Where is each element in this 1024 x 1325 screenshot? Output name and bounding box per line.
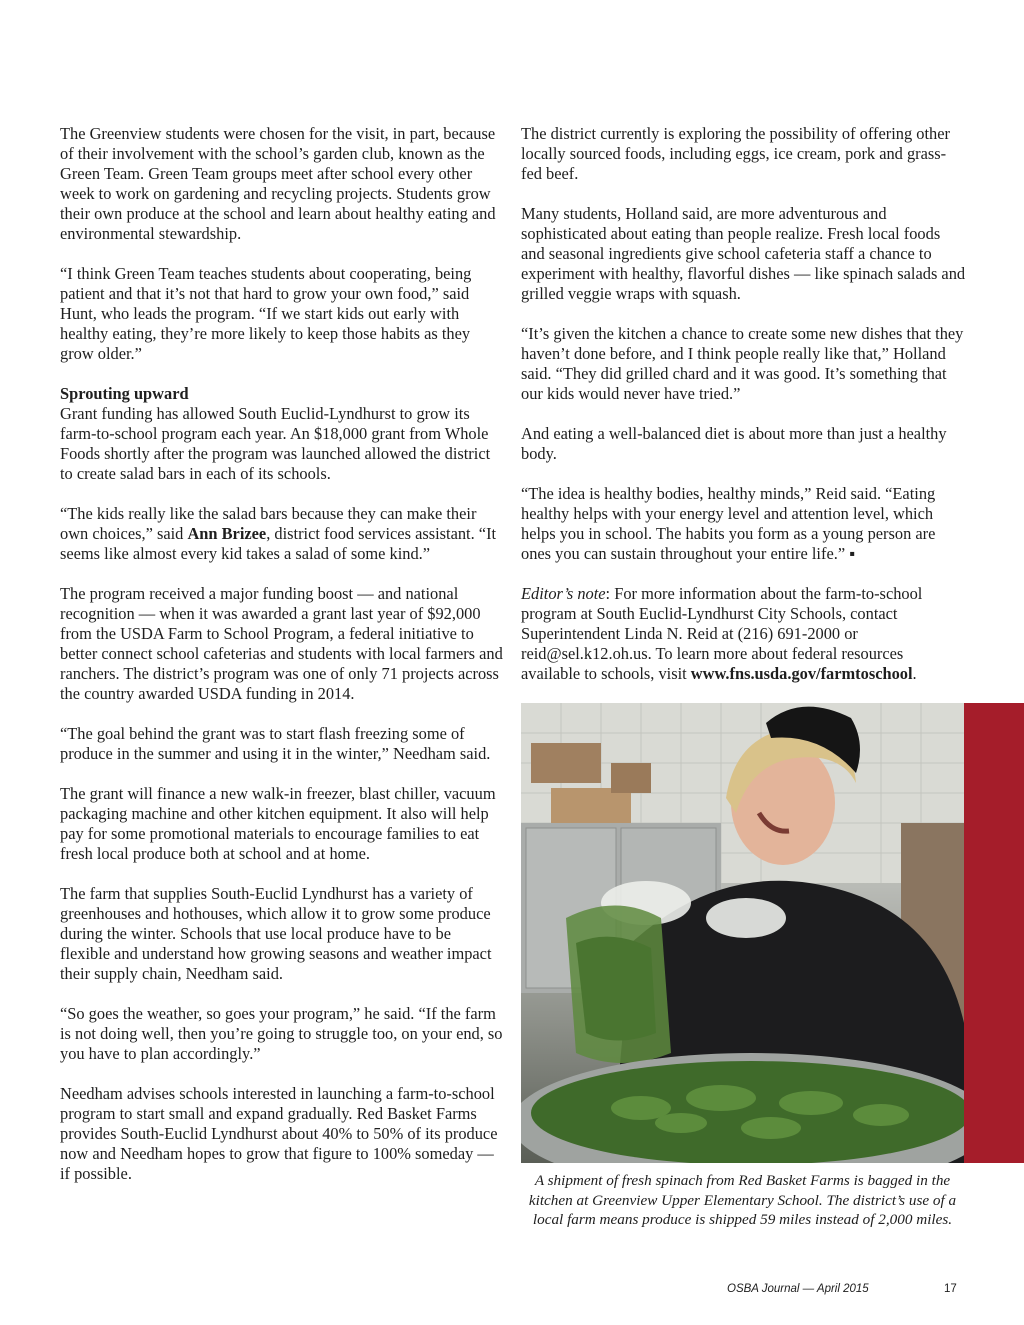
paragraph: The farm that supplies South-Euclid Lyndhurst has a variety of greenhouses and hothouses, which allow it to grow some produce during the winter. Schools that use local produce have to be flexible and understand how growing seasons and weather impact their supply chain, Needham said. bbox=[60, 884, 492, 983]
paragraph: “The goal behind the grant was to start flash freezing some of produce in the summer and using it in the winter,” Needham said. bbox=[60, 724, 491, 763]
paragraph: The Greenview students were chosen for the visit, in part, because of their involvement with the school’s garden club, known as the Green Team. Green Team groups meet after school every other week to work on gardening and recycling projects. Students grow their own produce at the school and learn about healthy eating and environmental stewardship. bbox=[60, 124, 496, 243]
paragraph: Needham advises schools interested in launching a farm-to-school program to start small and expand gradually. Red Basket Farms provides South-Euclid Lyndhurst about 40% to 50% of its produce now and Needham hopes to grow that figure to 100% someday — if possible. bbox=[60, 1084, 498, 1183]
person-name: Ann Brizee bbox=[187, 524, 267, 543]
paragraph bbox=[521, 484, 966, 564]
paragraph: The program received a major funding boost — and national recognition — when it was awarded a grant last year of $92,000 from the USDA Farm to School Program, a federal initiative to better connect school cafeterias and students with local farmers and ranchers. The district’s program was one of only 71 projects across the country awarded USDA funding in 2014. bbox=[60, 584, 503, 703]
website-link[interactable]: www.fns.usda.gov/farmtoschool bbox=[690, 664, 913, 683]
paragraph: “It’s given the kitchen a chance to create some new dishes that they haven’t done before, and I think people really like that,” Holland said. “They did grilled chard and it was good. It’s something that our kids would never have tried.” bbox=[521, 324, 964, 403]
paragraph bbox=[60, 504, 505, 564]
footer-journal: OSBA Journal — April 2015 bbox=[727, 1283, 869, 1295]
paragraph: “I think Green Team teaches students about cooperating, being patient and that it’s not that hard to grow your own food,” said Hunt, who leads the program. “If we start kids out early with healthy eating, they’re more likely to keep those habits as they grow older.” bbox=[60, 264, 472, 363]
kitchen-photo bbox=[521, 703, 964, 1163]
photo-caption: A shipment of fresh spinach from Red Basket Farms is bagged in the kitchen at Greenview Upper Elementary School. The district’s use of a local farm means produce is shipped 59 miles instead of 2,000 miles. bbox=[528, 1172, 957, 1228]
paragraph: “So goes the weather, so goes your program,” he said. “If the farm is not doing well, then you’re going to struggle too, on your end, so you have to plan accordingly.” bbox=[60, 1004, 503, 1063]
text-span: “The kids really like the salad bars because they can make their own choices,” said bbox=[60, 504, 477, 543]
text-span: “The idea is healthy bodies, healthy minds,” Reid said. “Eating healthy helps with your energy level and attention level, which helps you in school. The habits you form as a young person are ones you can sustain throughout your entire life.” bbox=[521, 484, 936, 563]
text-span: : For more information about the farm-to-school program at South Euclid-Lyndhurst City Schools, contact Superintendent Linda N. Reid at (216) 691-2000 or reid@sel.k12.oh.us. To learn more about federal resources available to schools, visit bbox=[521, 584, 923, 683]
editors-note bbox=[521, 584, 966, 684]
end-mark-icon: ▪ bbox=[849, 544, 856, 563]
left-column bbox=[60, 124, 505, 1184]
accent-bar bbox=[964, 703, 1024, 1163]
subheading: Sprouting upward bbox=[60, 384, 189, 403]
right-column bbox=[521, 124, 966, 684]
section-block bbox=[60, 384, 505, 484]
note-label: Editor’s note bbox=[521, 584, 606, 603]
page-number: 17 bbox=[944, 1283, 957, 1295]
paragraph: Grant funding has allowed South Euclid-Lyndhurst to grow its farm-to-school program each year. An $18,000 grant from Whole Foods shortly after the program was launched allowed the district to create salad bars in each of its schools. bbox=[60, 404, 491, 483]
photo-illustration bbox=[521, 703, 964, 1163]
text-span: , district food services assistant. “It seems like almost every kid takes a salad of some kind.” bbox=[60, 524, 497, 563]
paragraph: The district currently is exploring the possibility of offering other locally sourced foods, including eggs, ice cream, pork and grass-fed beef. bbox=[521, 124, 950, 183]
paragraph: And eating a well-balanced diet is about more than just a healthy body. bbox=[521, 424, 947, 463]
paragraph: Many students, Holland said, are more adventurous and sophisticated about eating than people realize. Fresh local foods and seasonal ingredients give school cafeteria staff a chance to experiment with healthy, flavorful dishes — like spinach salads and grilled veggie wraps with squash. bbox=[521, 204, 966, 303]
paragraph: The grant will finance a new walk-in freezer, blast chiller, vacuum packaging machine and other kitchen equipment. It also will help pay for some promotional materials to encourage families to eat fresh local produce both at school and at home. bbox=[60, 784, 496, 863]
text-span: . bbox=[912, 664, 917, 683]
